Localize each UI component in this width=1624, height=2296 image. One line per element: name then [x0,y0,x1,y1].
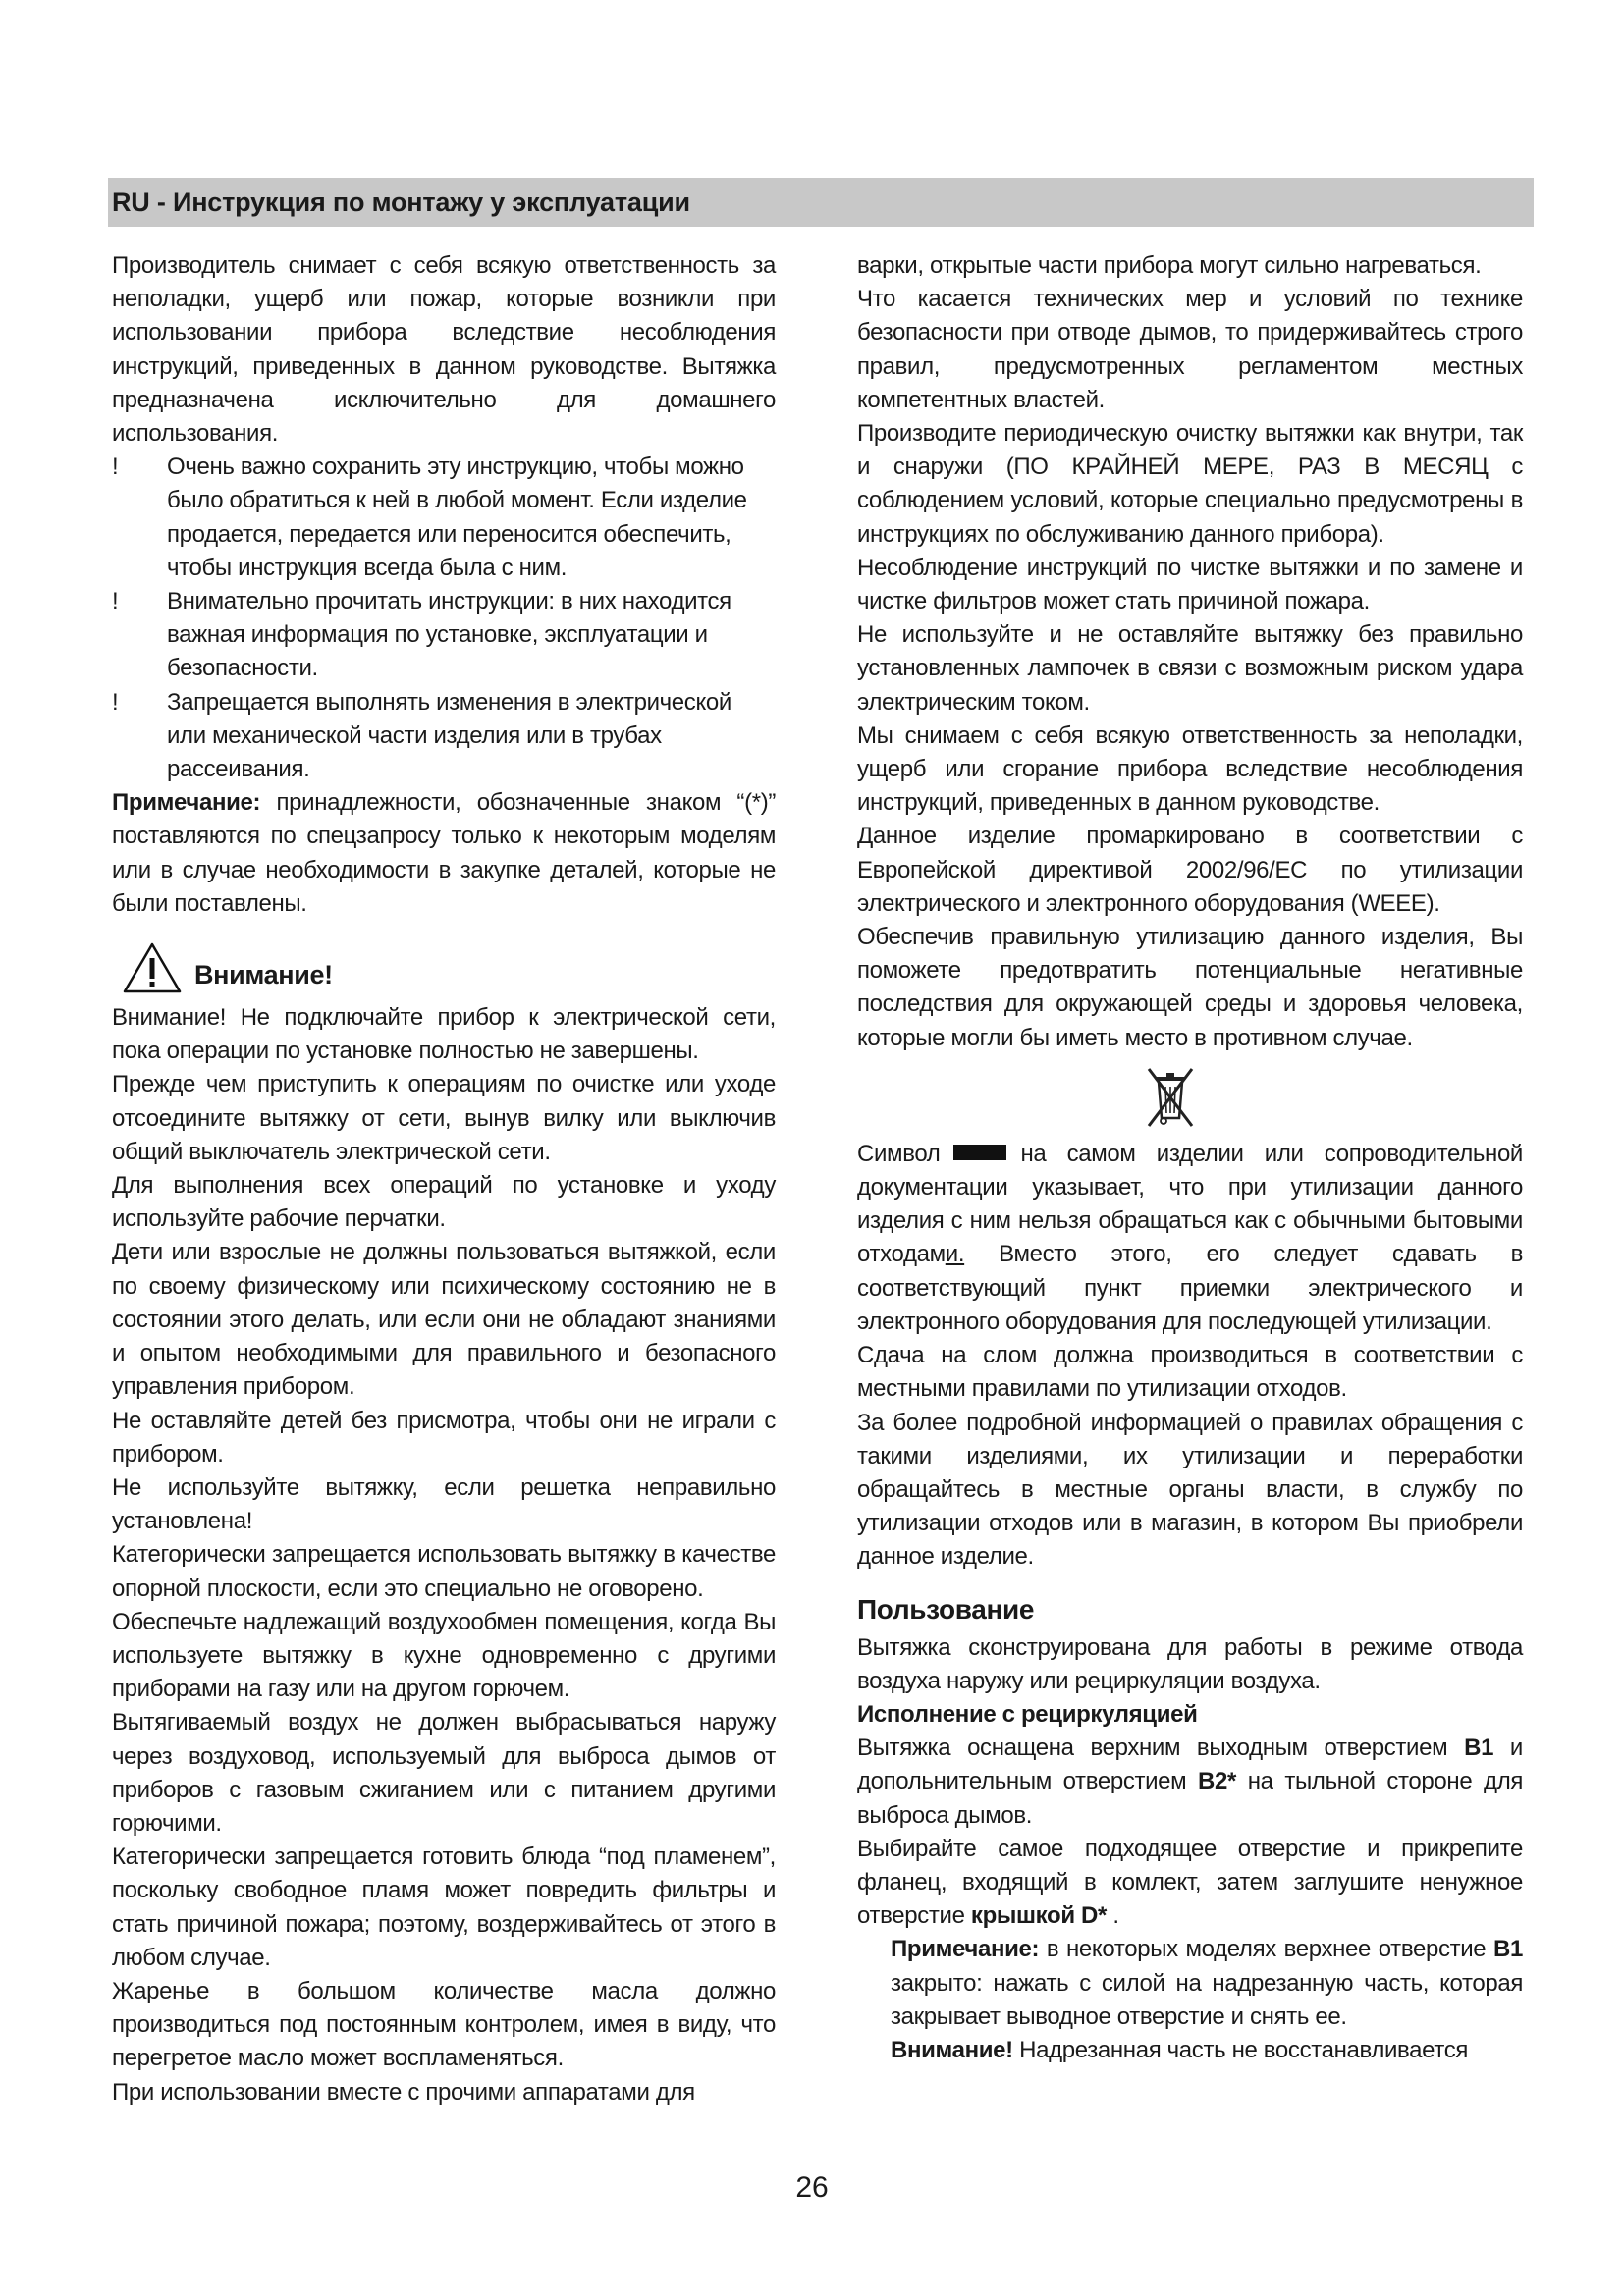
warning-paragraph: Дети или взрослые не должны пользоваться вытяжкой, если по своему физическому или психическому состоянию не в состоянии этого делать, или если они не обладают знаниями и опытом необходимыми для правильного и безопасного управления прибором. [112,1239,776,1401]
text-span: Вытяжка оснащена верхним выходным отверстием [857,1735,1465,1762]
text-span: в некоторых моделях верхнее отверстие [1039,1936,1494,1963]
body-paragraph: Мы снимаем с себя всякую ответственность за неполадки, ущерб или сгорание прибора вследствие несоблюдения инструкций, приведенных в данном руководстве. [857,721,1523,817]
bold-span: B1 [1464,1735,1494,1762]
bold-span: B2* [1198,1768,1237,1795]
warning-heading [112,938,776,997]
body-paragraph: варки, открытые части прибора могут сильно нагреваться. [857,252,1482,279]
warning-paragraph: Категорически запрещается использовать вытяжку в качестве опорной плоскости, если это специально не оговорено. [112,1541,776,1602]
note-paragraph [112,786,776,921]
bullet-item [112,686,776,787]
choose-paragraph [857,1833,1523,1934]
usage-paragraph: Вытяжка сконструирована для работы в режиме отвода воздуха наружу или рециркуляции воздуха. [857,1633,1523,1694]
text-span: Надрезанная часть не восстанавливается [1012,2036,1469,2063]
body-paragraph: Что касается технических мер и условий по технике безопасности при отводе дымов, то придерживайтесь строго правил, предусмотренных регламентом местных компетентных властей. [857,286,1523,413]
bullet-text: Запрещается выполнять изменения в электрической или механической части изделия или в трубах рассеивания. [167,688,731,783]
exclamation-icon: ! [112,588,119,615]
body-paragraph: Не используйте и не оставляйте вытяжку без правильно установленных лампочек в связи с возможным риском удара электрическим током. [857,621,1523,716]
symbol-text: на самом изделии или сопроводительной документации указывает, что при утилизации данного изделия с ним нельзя обращаться как с обычными бытовыми отходам [857,1140,1523,1268]
attention-paragraph [857,2034,1523,2067]
warning-paragraph: Не оставляйте детей без присмотра, чтобы они не играли с прибором. [112,1407,776,1468]
bullet-text: Очень важно сохранить эту инструкцию, чтобы можно было обратиться к ней в любой момент. Если изделие продается, передается или переносится обеспечить, чтобы инструкция всегда была с ним. [167,454,747,581]
bullet-text: Внимательно прочитать инструкции: в них находится важная информация по установке, эксплуатации и безопасности. [167,588,731,682]
text-span: . [1107,1902,1119,1930]
attention-label: Внимание! [891,2036,1013,2063]
text-span: на тыльной стороне для выброса дымов. [857,1768,1523,1829]
body-paragraph: Данное изделие промаркировано в соответствии с Европейской директивой 2002/96/EC по утилизации электрического и электронного оборудования (WEEE). [857,823,1523,917]
warning-paragraph: Не используйте вытяжку, если решетка неправильно установлена! [112,1473,776,1535]
symbol-paragraph [857,1138,1523,1339]
body-paragraph: За более подробной информацией о правилах обращения с такими изделиями, их утилизации и переработки обращайтесь в местные органы власти, в службу по утилизации отходов или в магазин, в котором Вы приобрели данное изделие. [857,1409,1523,1571]
body-paragraph: Несоблюдение инструкций по чистке вытяжки и по замене и чистке фильтров может стать причиной пожара. [857,554,1523,615]
section-header [108,178,1534,227]
text-span: Выбирайте самое подходящее отверстие и прикрепите фланец, входящий в комлект, затем заглушите ненужное отверстие [857,1835,1523,1930]
recirculation-heading: Исполнение с рециркуляцией [857,1700,1198,1728]
bold-span: B1 [1493,1936,1523,1963]
warning-paragraph: Прежде чем приступить к операциям по очистке или уходе отсоедините вытяжку от сети, вынув вилку или выключив общий выключатель электрической сети. [112,1071,776,1165]
page-number: 26 [795,2171,829,2204]
warning-paragraph: При использовании вместе с прочими аппаратами для [112,2078,695,2106]
exclamation-icon: ! [112,454,119,481]
text-span: закрыто: нажать с силой на надрезанную часть, которая закрывает выводное отверстие и снять ее. [891,1969,1523,2030]
bullet-item [112,451,776,585]
symbol-word: Символ [857,1140,941,1167]
warning-title: Внимание! [194,959,333,989]
intro-paragraph: Производитель снимает с себя всякую ответственность за неполадки, ущерб или пожар, которые возникли при использовании прибора вследствие несоблюдения инструкций, приведенных в данном руководстве. Вытяжка предназначена исключительно для домашнего использования. [112,252,776,448]
body-paragraph: Сдача на слом должна производиться в соответствии с местными правилами по утилизации отходов. [857,1342,1523,1403]
note-label: Примечание: [112,789,261,817]
weee-symbol [818,1055,1523,1138]
crossed-bin-icon [1143,1063,1198,1132]
warning-paragraph: Жаренье в большом количестве масла должно производиться под постоянным контролем, имея в виду, что перегретое масло может воспламеняться. [112,1977,776,2072]
symbol-text-underlined: и. [945,1241,965,1268]
black-bar-icon [953,1145,1006,1160]
body-paragraph: Обеспечив правильную утилизацию данного изделия, Вы поможете предотвратить потенциальные негативные последствия для окружающей среды и здоровья человека, которые могли бы иметь место в противном случае. [857,924,1523,1051]
warning-triangle-icon [122,941,183,994]
bullet-item [112,585,776,686]
warning-paragraph: Категорически запрещается готовить блюда “под пламенем”, поскольку свободное пламя может повредить фильтры и стать причиной пожара; поэтому, воздерживайтесь от этого в любом случае. [112,1843,776,1971]
exhaust-paragraph [857,1732,1523,1833]
bold-span: крышкой D* [970,1902,1108,1930]
warning-paragraph: Внимание! Не подключайте прибор к электрической сети, пока операции по установке полностью не завершены. [112,1004,776,1065]
warning-paragraph: Вытягиваемый воздух не должен выбрасываться наружу через воздуховод, используемый для выброса дымов от приборов с газовым сжиганием или с питанием другими горючими. [112,1709,776,1837]
note-text: принадлежности, обозначенные знаком “(*)” поставляются по спецзапросу только к некоторым моделям или в случае необходимости в закупке деталей, которые не были поставлены. [112,789,776,917]
note2-paragraph [857,1933,1523,2034]
symbol-text-rest: Вместо этого, его следует сдавать в соответствующий пункт приемки электрического и электронного оборудования для последующей утилизации. [857,1241,1523,1335]
body-paragraph: Производите периодическую очистку вытяжки как внутри, так и снаружи (ПО КРАЙНЕЙ МЕРЕ, РАЗ В МЕСЯЦ с соблюдением условий, которые специально предусмотрены в инструкциях по обслуживанию данного прибора). [857,420,1523,548]
warning-paragraph: Обеспечьте надлежащий воздухообмен помещения, когда Вы используете вытяжку в кухне одновременно с другими приборами на газу или на другом горючем. [112,1608,776,1703]
note2-label: Примечание: [891,1936,1040,1963]
section-title: RU - Инструкция по монтажу у эксплуатации [112,187,690,217]
usage-heading: Пользование [857,1593,1035,1625]
exclamation-icon: ! [112,688,119,716]
warning-paragraph: Для выполнения всех операций по установке и уходу используйте рабочие перчатки. [112,1172,776,1233]
right-column [857,249,1523,2067]
left-column [112,249,776,2109]
text-span: и допольнительным отверстием [857,1735,1523,1795]
